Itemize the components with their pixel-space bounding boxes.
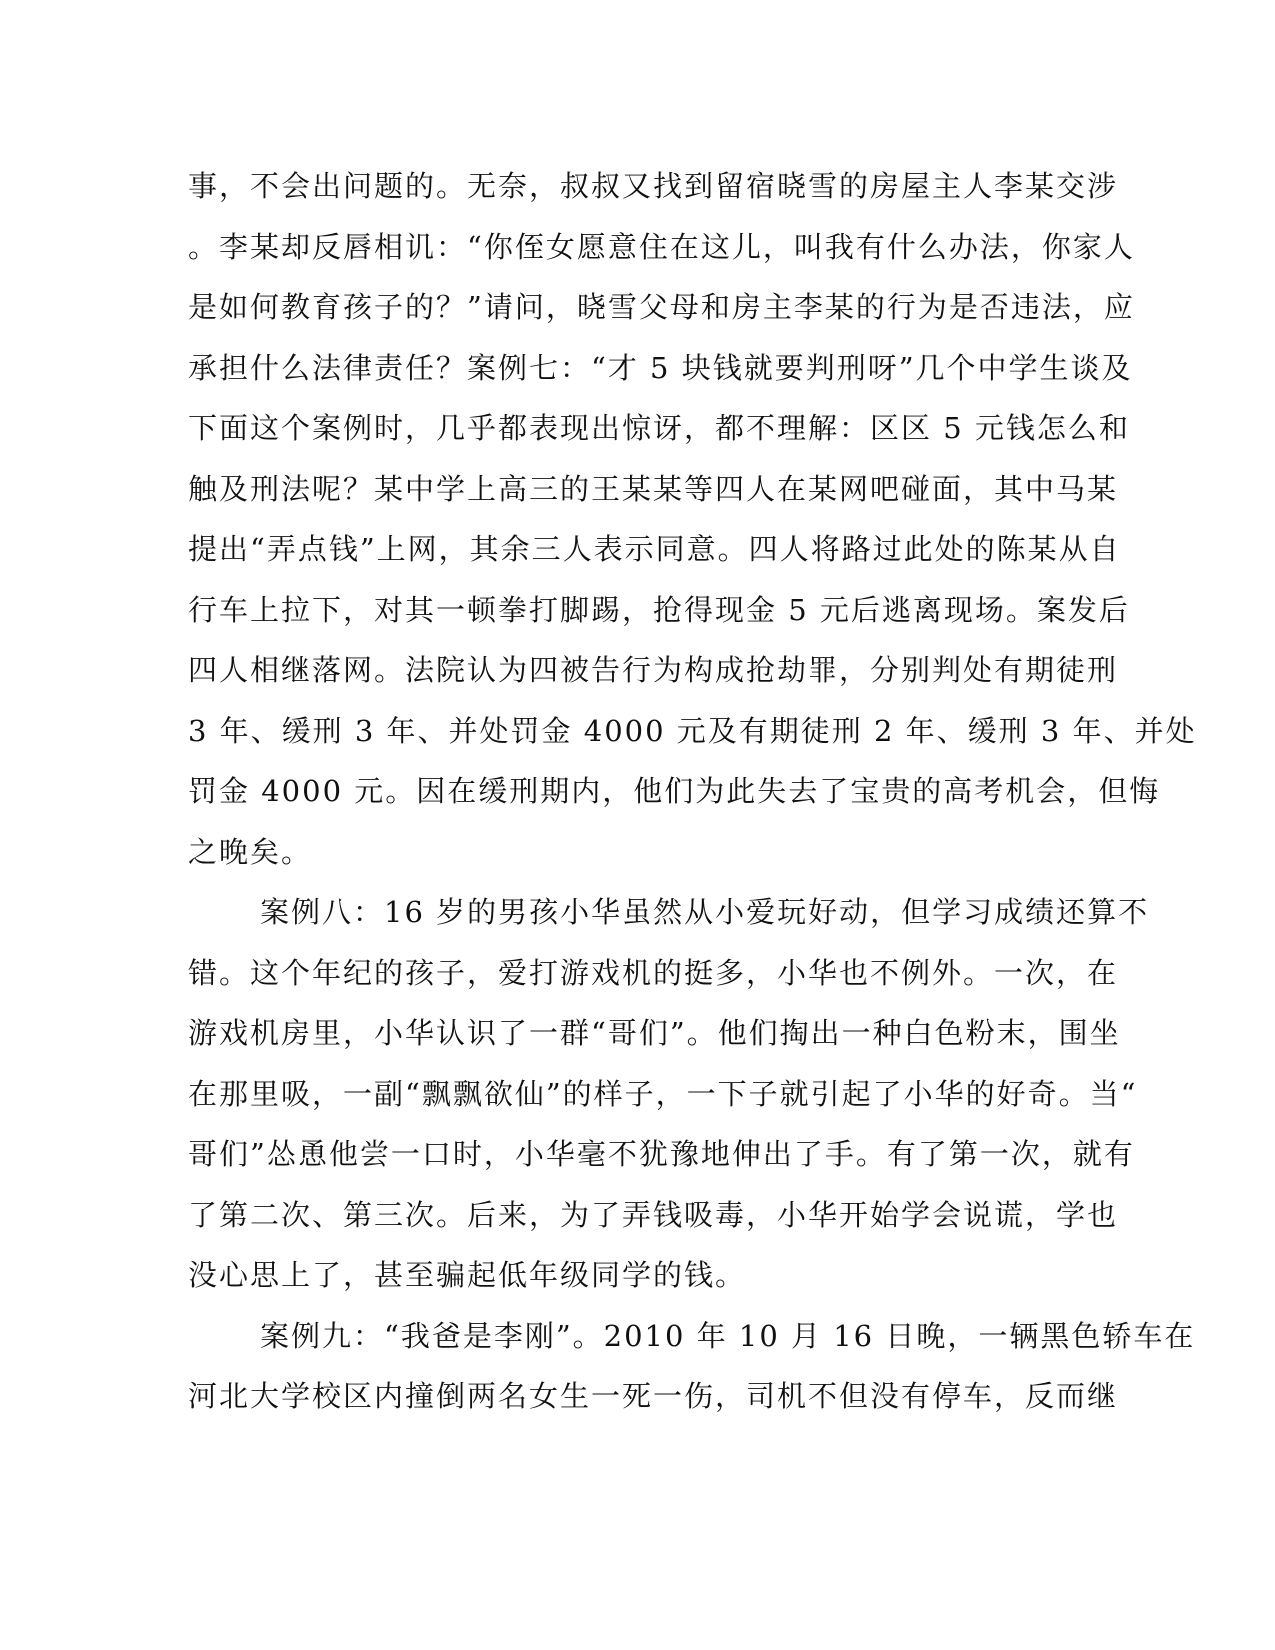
- text-line: 行车上拉下，对其一顿拳打脚踢，抢得现金 5 元后逃离现场。案发后: [188, 592, 1130, 627]
- text-line: 错。这个年纪的孩子，爱打游戏机的挺多，小华也不例外。一次，在: [188, 955, 1119, 990]
- text-line: 哥们”怂恿他尝一口时，小华毫不犹豫地伸出了手。有了第一次，就有: [188, 1137, 1135, 1171]
- text-line: 触及刑法呢？某中学上高三的王某某等四人在某网吧碰面，其中马某: [188, 471, 1119, 506]
- text-line: 了第二次、第三次。后来，为了弄钱吸毒，小华开始学会说谎，学也: [188, 1197, 1119, 1232]
- text-line: 河北大学校区内撞倒两名女生一死一伤，司机不但没有停车，反而继: [188, 1379, 1119, 1413]
- text-line: 罚金 4000 元。因在缓刑期内，他们为此失去了宝贵的高考机会，但悔: [188, 774, 1161, 808]
- text-line: 没心思上了，甚至骗起低年级同学的钱。: [188, 1258, 747, 1292]
- text-line: 。李某却反唇相讥：“你侄女愿意住在这儿，叫我有什么办法，你家人: [188, 229, 1135, 264]
- paragraph-start-case-9: 案例九：“我爸是李刚”。2010 年 10 月 16 日晚，一辆黑色轿车在: [260, 1318, 1196, 1353]
- text-line: 四人相继落网。法院认为四被告行为构成抢劫罪，分别判处有期徒刑: [188, 653, 1119, 687]
- text-line: 是如何教育孩子的？”请问，晓雪父母和房主李某的行为是否违法，应: [188, 290, 1135, 324]
- body-text: [188, 156, 1197, 1427]
- text-line: 提出“弄点钱”上网，其余三人表示同意。四人将路过此处的陈某从自: [188, 532, 1121, 566]
- text-line: 3 年、缓刑 3 年、并处罚金 4000 元及有期徒刑 2 年、缓刑 3 年、并处: [188, 713, 1197, 748]
- text-line: 之晚矣。: [188, 834, 313, 869]
- paragraph-start-case-8: 案例八：16 岁的男孩小华虽然从小爱玩好动，但学习成绩还算不: [260, 895, 1150, 929]
- text-line: 下面这个案例时，几乎都表现出惊讶，都不理解：区区 5 元钱怎么和: [188, 411, 1130, 445]
- text-line: 承担什么法律责任？案例七：“才 5 块钱就要判刑呀”几个中学生谈及: [188, 350, 1133, 385]
- text-line: 在那里吸，一副“飘飘欲仙”的样子，一下子就引起了小华的好奇。当“: [188, 1076, 1138, 1111]
- text-line: 游戏机房里，小华认识了一群“哥们”。他们掏出一种白色粉末，围坐: [188, 1016, 1121, 1050]
- text-line: 事，不会出问题的。无奈，叔叔又找到留宿晓雪的房屋主人李某交涉: [188, 169, 1119, 203]
